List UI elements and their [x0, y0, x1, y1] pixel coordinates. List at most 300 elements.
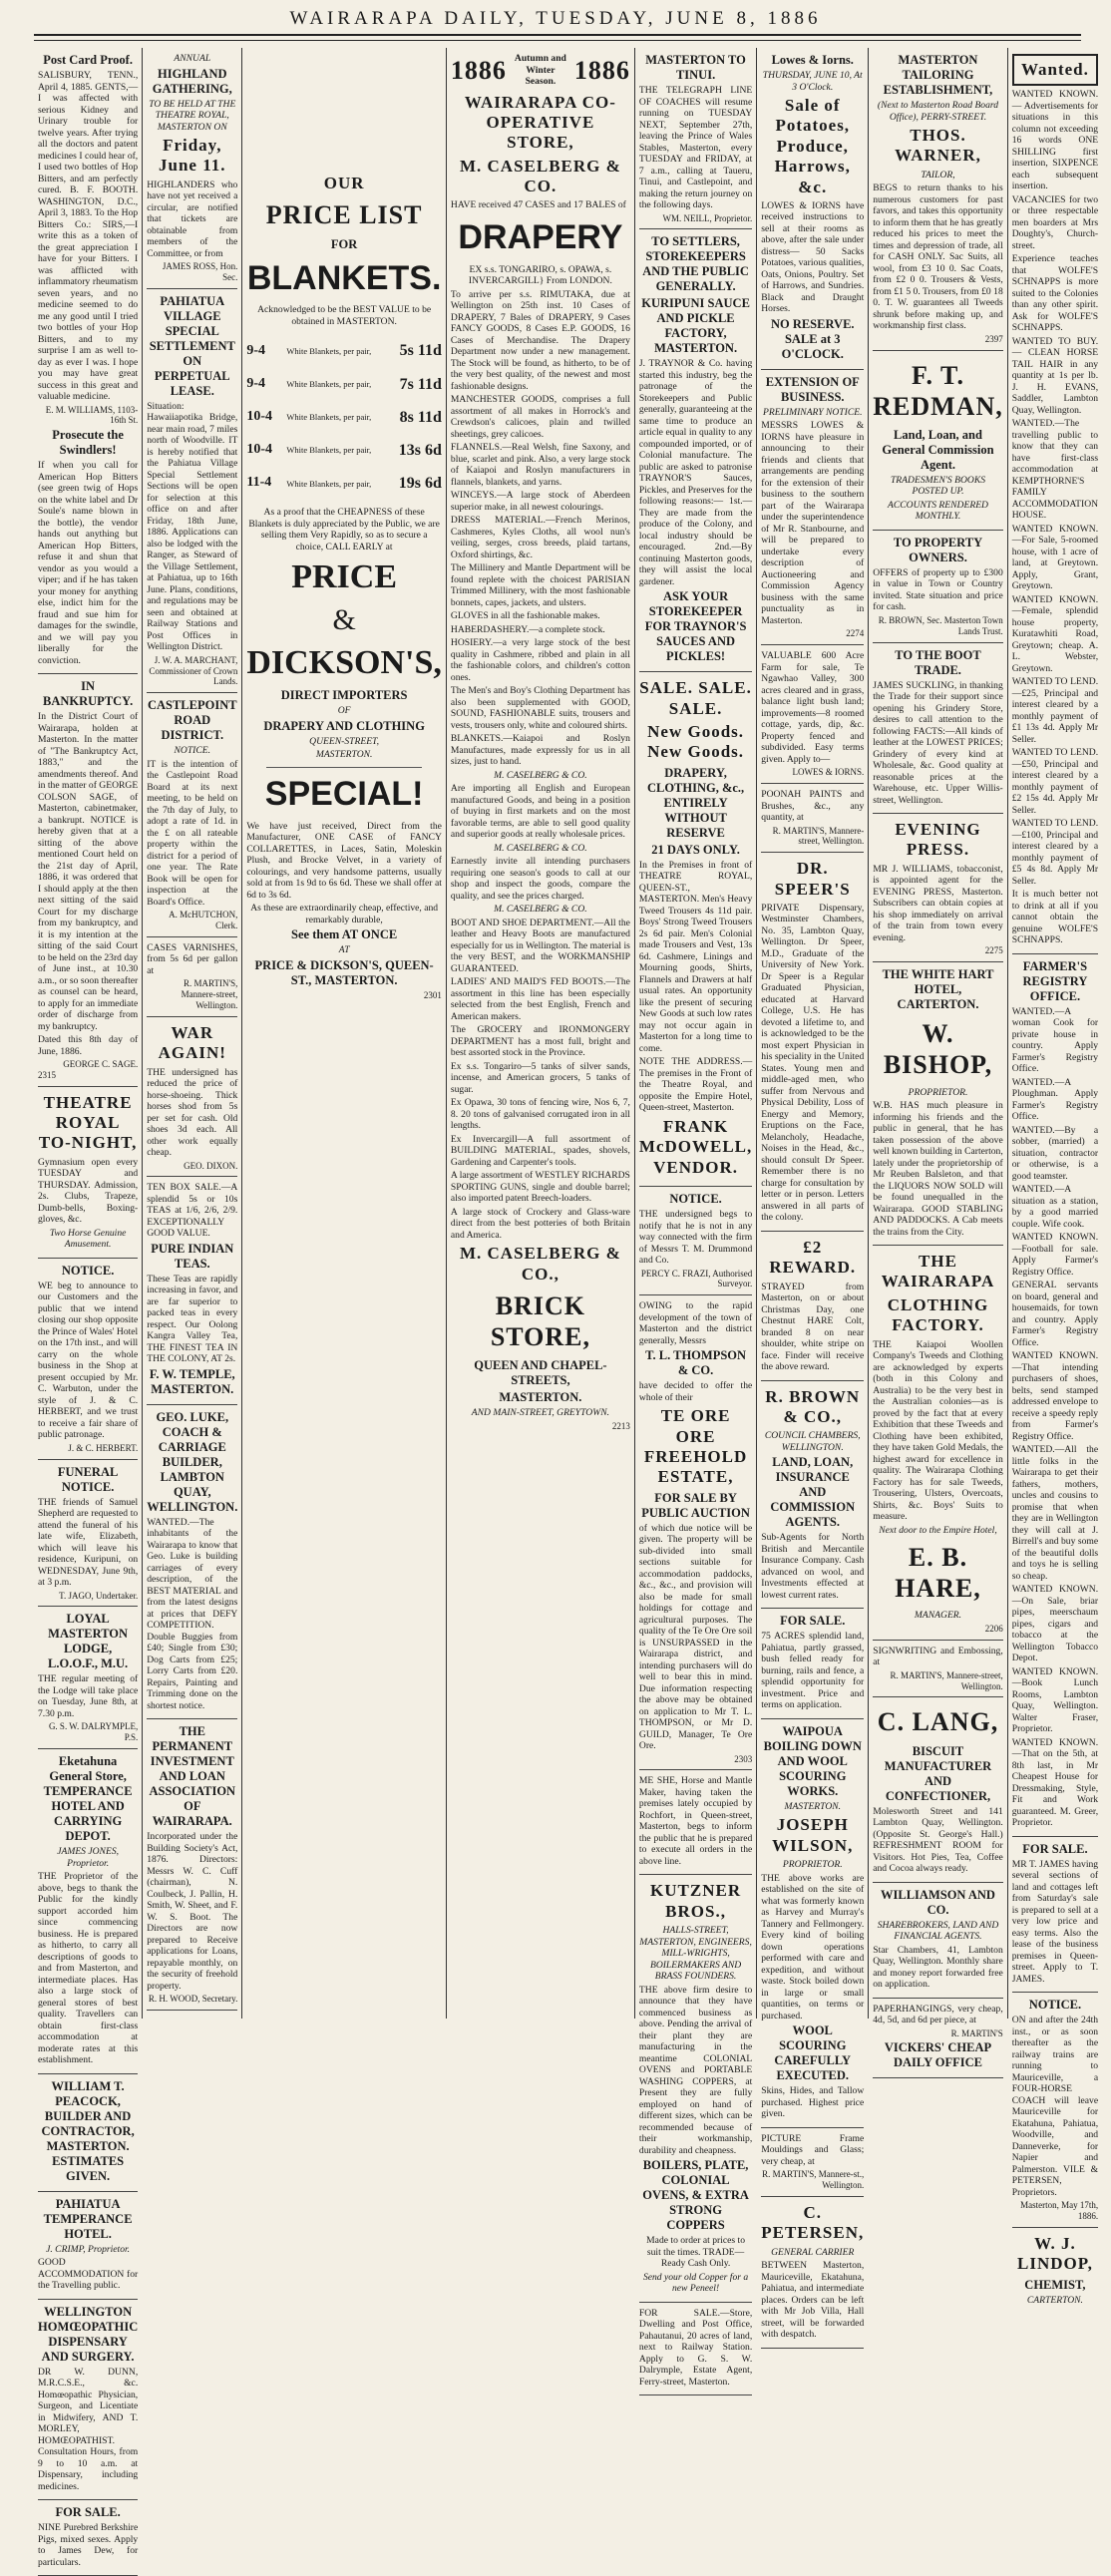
warner-ref: 2397 [984, 333, 1003, 344]
caselberg-sig-2: M. CASELBERG & CO. [494, 842, 587, 854]
registry-11: WANTED KNOWN.—That on the 5th, at 8th last, in Mr Cheapest House for Dressmaking, Style, Fit and Work guaranteed. M. Greer, Proprietor. [1011, 1736, 1099, 1829]
lodge-sig: G. S. W. DALRYMPLE, P.S. [48, 1721, 139, 1743]
kutzner-order: Made to order at prices to suit the times. TRADE—Ready Cash Only. [646, 2235, 745, 2270]
lang-sub: BISCUIT MANUFACTURER AND CONFECTIONER, [884, 1743, 992, 1803]
boot-trade-body: JAMES SUCKLING, in thanking the Trade for their support since opening his Grindery Store, desires to call attention to the following FACTS:—All kinds of leather at the LOWEST PRICES; Grindery of every kind at Wholesale, &c. Good quality at reasonable prices at the Warehouse, etc. Upper Willis-street, Wellington. [873, 679, 1003, 806]
blanket-proof: As a proof that the CHEAPNESS of these Blankets is duly appreciated by the Public, we are selling them Very Rapidly, so as to secure a choice, CALL EARLY at [248, 507, 440, 552]
carrier-ad [761, 2197, 864, 2349]
vickers-line: VICKERS' CHEAP DAILY OFFICE [884, 2040, 992, 2070]
price-desc: White Blankets, per pair, [286, 478, 372, 489]
teore-firm: T. L. THOMPSON & CO. [645, 1348, 747, 1378]
tailor-title: MASTERTON TAILORING ESTABLISHMENT, [883, 53, 993, 97]
season-left: 1886 [450, 55, 507, 85]
investment-body: Incorporated under the Building Society's Act, 1876. Directors: Messrs W. C. Cuff (chairman), N. Coulbeck, J. Pallin, H. Smith, W. Sheet, and F. W. S. Boot. The Directors are now prepared to Receive applications for Loans, repayable monthly, on the security of freehold property. [147, 1831, 238, 1992]
lowes-title: Lowes & Iorns. [771, 53, 854, 67]
mcdowell-note: NOTE THE ADDRESS.— The premises in the Front of the Theatre Royal, and opposite the Empire Hotel, Queen-street, Masterton. [638, 1056, 753, 1114]
castlepoint-sub: NOTICE. [174, 745, 211, 757]
wanted-3: Experience teaches that WOLFE'S SCHNAPPS is more suited to the Colonies than any other spirit. Ask for WOLFE'S SCHNAPPS. [1011, 253, 1099, 334]
theatre-body: Gymnasium open every TUESDAY and THURSDAY. Admission, 2s. Clubs, Trapeze, Dumb-bells, Boxing-gloves, &c. [38, 1156, 139, 1226]
crockery-body: A large stock of Crockery and Glass-ware direct from the best potteries of both Britain and America. [450, 1206, 630, 1241]
herbert-title: NOTICE. [61, 1263, 115, 1278]
registry-section [1012, 954, 1098, 1837]
varnish-sig: R. MARTIN'S, Mannere-street, Wellington. [181, 978, 238, 1010]
paperhanging-body: PAPERHANGINGS, very cheap, 4d, 5d, and 6d per piece, at [873, 2003, 1003, 2026]
gloves-body: GLOVES in all the fashionable makes. [450, 610, 600, 622]
pahiatua-sig: J. W. A. MARCHANT, Commissioner of Crown Lands. [149, 654, 238, 687]
hare-note: Next door to the Empire Hotel, [879, 1524, 997, 1536]
lindop-title: W. J. LINDOP, [1017, 2233, 1093, 2274]
registry-5: WANTED KNOWN.—Football for sale. Apply Farmer's Registry Office. [1011, 1232, 1099, 1278]
funeral-notice [38, 1460, 138, 1608]
bankruptcy-ref: 2315 [38, 1069, 56, 1080]
wilson-sub: PROPRIETOR. [782, 1859, 843, 1871]
blanket-address: PRICE & DICKSON'S, QUEEN-ST., MASTERTON. [254, 957, 434, 987]
pigs-body: NINE Purebred Berkshire Pigs, mixed sexes. Apply to James Dew, for particulars. [38, 2522, 139, 2568]
factory-wairarapa: THE WAIRARAPA [881, 1252, 995, 1291]
settlers-title: TO SETTLERS, STOREKEEPERS AND THE PUBLIC GENERALLY. [642, 234, 749, 294]
paperhanging-sig: R. MARTIN'S [950, 2027, 1003, 2038]
price-size: 11-4 [246, 475, 272, 491]
poonah-ad [761, 784, 864, 853]
divider [266, 767, 422, 768]
james-body: MR T. JAMES having several sections of land and cottages left from Saturday's sale is prepared to sell at a very low price and easy terms. Also the lease of the business premises in Queen-street. Apply to T. JAMES. [1011, 1858, 1099, 1985]
tongariro-body: Ex s.s. Tongariro—5 tanks of silver sands, incense, and American grocers, 5 tanks of sugar. [450, 1060, 630, 1095]
brown-ad [761, 1381, 864, 1610]
registry-7: WANTED KNOWN.—That intending purchasers of shoes, belts, send stamped addressed envelope to receive a speedy reply from Farmer's Registry Office. [1011, 1350, 1099, 1442]
prosecute-title: Prosecute the Swindlers! [52, 428, 124, 458]
price-row [246, 474, 442, 493]
tailor-sub: (Next to Masterton Road Board Office), PERRY-STREET. [877, 100, 999, 123]
blanket-intro: Acknowledged to be the BEST VALUE to be obtained in MASTERTON. [257, 304, 432, 327]
brown-sub: COUNCIL CHAMBERS, WELLINGTON. [764, 1430, 861, 1453]
acres-title: FOR SALE. [780, 1614, 846, 1629]
price-table [246, 341, 442, 493]
registry-4: WANTED.—A situation as a station, by a good married couple. Wife cook. [1011, 1184, 1099, 1230]
herbert-sig: J. & C. HERBERT. [68, 1442, 139, 1453]
blanket-ad [246, 48, 442, 1005]
hare-sub: MANAGER. [914, 1610, 962, 1622]
owners-body: OFFERS of property up to £300 in value in Town or Country invited. State situation and price for cash. [873, 566, 1003, 613]
teore-ad [639, 1295, 752, 1770]
teore-decided: have decided to offer the whole of their [638, 1380, 753, 1403]
highland-sig: JAMES ROSS, Hon. Sec. [162, 261, 238, 283]
farm-sig: LOWES & IORNS. [792, 767, 865, 778]
blanket-top-space [246, 51, 442, 171]
eketahuna-sub: JAMES JONES, Proprietor. [57, 1846, 120, 1869]
speer-ad [761, 853, 864, 1232]
tea-title: PURE INDIAN TEAS. [151, 1241, 234, 1271]
frazi-body: THE undersigned begs to notify that he is not in any way connected with the firm of Messrs T. M. Drummond and Co. [638, 1209, 753, 1267]
tea-ad [147, 1177, 237, 1405]
kutzner-list: BOILERS, PLATE, COLONIAL OVENS, & EXTRA STRONG COPPERS [642, 2158, 749, 2233]
pahiatua-title: PAHIATUA VILLAGE SPECIAL SETTLEMENT ON PERPETUAL LEASE. [149, 293, 235, 398]
price-value: 13s 6d [398, 441, 442, 459]
wanted-11: It is much better not to drink at all if you cannot obtain the genuine WOLFE'S SCHNAPPS. [1011, 889, 1099, 946]
traynor-body: J. TRAYNOR & Co. having started this industry, beg the patronage of the Storekeepers and Public generally, guaranteeing at the same time to produce an article equal in quality to any compounded imported, or of Colonial manufacture. The public are asked to patronise TRAYNOR'S Sauces, Pickles, and Preserves for the following reasons:— 1st.—They are made from the produce of the Colony, and local industry should be encouraged. 2nd.—By continuing Masterton goods, they will assist the local gardener. [638, 358, 753, 587]
coach-notice [1012, 1993, 1098, 2228]
importing-body: Are importing all English and European manufactured Goods, and being in a position of buying in first markets and on the most favorable terms, are able to sell good quality and superior goods at really wholesale prices. [450, 783, 630, 841]
extension-ref: 2274 [846, 628, 865, 639]
coach-body: ON and after the 24th inst., or as soon thereafter as the railway trains are running to Mauriceville, a FOUR-HORSE COACH will leave Mauriceville for Ekatahuna, Pahiatua, Woodville, and Danneverke, for Napier and Palmerston. VILE & PETERSEN, Proprietors. [1011, 2015, 1099, 2198]
wanted-section [1012, 48, 1098, 954]
town-line: MASTERTON. [315, 749, 373, 761]
wanted-6: WANTED KNOWN.—For Sale, 5-roomed house, with 1 acre of land, at Greytown. Apply, Grant, Greytown. [1011, 523, 1099, 592]
castlepoint-ad [147, 693, 237, 937]
masthead: WAIRARAPA DAILY, TUESDAY, JUNE 8, 1886 [289, 8, 822, 29]
bishop-title: W. BISHOP, [883, 1019, 993, 1080]
column-5 [634, 48, 756, 2388]
redman-ad [873, 351, 1003, 531]
registry-6: GENERAL servants on board, general and housemaids, for town and country. Apply Farmer's Registry Office. [1011, 1280, 1099, 1348]
tinui-sig: WM. NEILL, Proprietor. [662, 212, 753, 223]
wanted-4: WANTED TO BUY.— CLEAN HORSE TAIL HAIR in any quantity at 1s per lb. J. H. EVANS, Saddler, Lambton Quay, Wellington. [1011, 335, 1099, 416]
store-name: WAIRARAPA CO-OPERATIVE STORE, [464, 92, 616, 153]
blanket-for: FOR [330, 236, 358, 251]
footer-town: MASTERTON. [499, 1390, 582, 1405]
millinery-body: The Millinery and Mantle Department will be found replete with the choicest PARISIAN Trimmed Millinery, with the most fashionable bonnets, capes, jackets, and ulsters. [450, 562, 630, 608]
war-title: WAR AGAIN! [158, 1022, 226, 1063]
castlepoint-title: CASTLEPOINT ROAD DISTRICT. [147, 698, 237, 743]
price-desc: White Blankets, per pair, [286, 345, 372, 356]
evening-ad [873, 814, 1003, 962]
lowes-reserve: NO RESERVE. SALE at 3 O'CLOCK. [770, 316, 855, 361]
price-desc: White Blankets, per pair, [286, 445, 372, 456]
kutzner-ad [639, 1875, 752, 2302]
carrier-title: C. PETERSEN, [761, 2202, 865, 2243]
funeral-sig: T. JAGO, Undertaker. [59, 1590, 139, 1601]
wilson-ad [761, 1719, 864, 2128]
wanted-2: VACANCIES for two or three respectable men boarders at Mrs Doughty's, Church-street. [1011, 193, 1099, 251]
teore-sale: FOR SALE BY PUBLIC AUCTION [641, 1490, 750, 1520]
masthead-rule-thin [34, 40, 1081, 41]
pictures-body: PICTURE Frame Mouldings and Glass; very cheap, at [761, 2132, 865, 2167]
registry-2: WANTED.—A Ploughman. Apply Farmer's Registry Office. [1011, 1076, 1099, 1123]
temperance-ad [38, 2192, 138, 2300]
poonah-sig: R. MARTIN'S, Mannere-street, Wellington. [772, 825, 865, 847]
redman-title: F. T. REDMAN, [873, 360, 1003, 421]
price-row [246, 441, 442, 460]
importers-line: DIRECT IMPORTERS [280, 688, 408, 703]
williamson-sub: SHAREBROKERS, LAND AND FINANCIAL AGENTS. [877, 1919, 999, 1943]
extension-sub: PRELIMINARY NOTICE. [763, 406, 863, 418]
redman-note: TRADESMEN'S BOOKS POSTED UP. [890, 474, 986, 498]
warner-title: THOS. WARNER, [895, 126, 981, 166]
price-size: 10-4 [246, 442, 273, 458]
winceys-body: WINCEYS.—A large stock of Aberdeen superior make, in all newest colourings. [450, 490, 630, 513]
tinui-body: THE TELEGRAPH LINE OF COACHES will resume running on TUESDAY NEXT, September 27th, leaving the Prince of Wales Stables, Masterton, every TUESDAY and FRIDAY, at 7 a.m., calling at Taueru, Tinui, and Castlepoint, and making the return journey on the following days. [638, 85, 753, 210]
price-size: 9-4 [246, 342, 266, 358]
mcdowell-days: 21 DAYS ONLY. [651, 842, 740, 857]
reward-title: £2 REWARD. [769, 1237, 857, 1278]
herbert-notice [38, 1259, 138, 1460]
temperance-body: GOOD ACCOMMODATION for the Travelling public. [38, 2257, 139, 2292]
factory-title: CLOTHING FACTORY. [887, 1294, 989, 1335]
williamson-ad [873, 1883, 1003, 1999]
price-row [246, 341, 442, 360]
postcard-title: Post Card Proof. [43, 53, 133, 67]
wool-title: WAIPOUA BOILING DOWN AND WOOL SCOURING WORKS. [763, 1723, 862, 1798]
grocery-body: The GROCERY and IRONMONGERY DEPARTMENT has a most full, bright and best assorted stock in the Province. [450, 1024, 630, 1059]
luke-ad [147, 1405, 237, 1720]
factory-ad [873, 1246, 1003, 1641]
bishop-body: W.B. HAS much pleasure in informing his friends and the public in general, that he has taken possession of the above well known building in Carterton, lately under the proprietorship of Mr Reuben Balsleton, and that the LIQUORS NOW SOLD will be found unequalled in the Wairarapa. GOOD STABLING AND PADDOCKS. A Cab meets the trains from the City. [873, 1100, 1003, 1238]
james-for-sale [1012, 1837, 1098, 1994]
owners-ad [873, 531, 1003, 643]
street-line: QUEEN-STREET, [309, 735, 380, 747]
temperance-sub: J. CRIMP, Proprietor. [46, 2243, 131, 2255]
acres-body: 75 ACRES splendid land, Pahiatua, partly grassed, bush felled ready for burning, rails and fence, a splendid opportunity for investment. Price and terms on application. [761, 1631, 865, 1711]
lodge-title: LOYAL MASTERTON LODGE, L.O.O.F., M.U. [48, 1612, 129, 1671]
lindop-town: CARTERTON. [1026, 2294, 1083, 2306]
blanket-heading: BLANKETS. [246, 258, 442, 297]
price-value: 19s 6d [398, 475, 442, 493]
mcdowell-drapery: DRAPERY, CLOTHING, &c., ENTIRELY WITHOUT RESERVE [646, 765, 745, 840]
postcard-body: SALISBURY, TENN., April 4, 1885. GENTS,—I was affected with serious Kidney and Urinary trouble for twelve years. After trying all the doctors and patent medicines I could hear of, I used two bottles of Hop Bitters, and am perfectly cured. B. F. BOOTH. WASHINGTON, D.C., April 3, 1883. To the Hop Bitters Co.: SIRS,—I write this as a token of the great appreciation I have for your Bitters. I was afflicted with inflammatory rheumatism seven years, and no medicine seemed to do me any good until I tried two bottles of your Hop Bitters, and to my surprise I am as well to-day as ever I was. I hope you may have great success in this great and valuable medicine. [38, 70, 139, 402]
investment-ad [147, 1719, 237, 2011]
columns [34, 48, 1099, 2568]
castlepoint-body: IT is the intention of the Castlepoint Road Board at its next meeting, to be held on the 7th day of July, to adopt a rate of 1d. in the £ on all rateable property within the district for a period of one year. The Rate Book will be open for inspection at the Board's Office. [147, 758, 238, 908]
caselberg-ad [451, 48, 630, 1437]
registry-8: WANTED.—All the little folks in the Wairarapa to get their fathers, mothers, uncles and cousins to promise that when they are in Wellington they will call at J. Birrell's and buy some of the beautiful dolls and toys he is selling so cheap. [1011, 1444, 1099, 1582]
highland-sub: ANNUAL [174, 53, 211, 64]
pictures-ad [761, 2128, 864, 2197]
traynor-ad [639, 229, 752, 672]
speer-title: DR. SPEER'S [774, 859, 851, 899]
lindop-ad [1012, 2228, 1098, 2313]
newgoods-banner: New Goods. New Goods. [647, 722, 745, 762]
speer-body: PRIVATE Dispensary, Westminster Chambers, No. 35, Lambton Quay, Wellington. Dr Speer, M.D., Graduate of the University of New York. Dr Speer is a Regular Graduated Physician, educated at Harvard College, U.S. He has devoted a lifetime to, and is acknowledged to be the most expert Physician in his speciality in the United States. Young men and middle-aged men, who suffer from Nervous and Physical Debility, Loss of Energy and Memory, Eruptions on the Face, Melancholy, Headache, Noises in the Head, &c., should consult Dr Speer. Remember there is no charge for consultation by letter or in person. Letters answered in all parts of the colony. [761, 902, 865, 1224]
theatre-title: THEATRE ROYAL TO-NIGHT, [38, 1092, 138, 1153]
special-heading: SPECIAL! [264, 774, 424, 813]
tea-chest: TEN BOX SALE.—A splendid 5s or 10s TEAS at 1/6, 2/6, 2/9. EXCEPTIONALLY GOOD VALUE. [147, 1182, 238, 1240]
brown-land: LAND, LOAN, INSURANCE AND COMMISSION AGENTS. [770, 1455, 856, 1530]
wanted-9: WANTED TO LEND.—£50, Principal and interest cleared by a monthly payment of £2 15s 4d. Apply Mr Seller. [1011, 747, 1099, 816]
store-received: HAVE received 47 CASES and 17 BALES of [450, 199, 626, 211]
column-6 [756, 48, 868, 2341]
pahiatua-ad [147, 289, 237, 693]
price-value: 7s 11d [399, 375, 442, 393]
bankruptcy-notice [38, 674, 138, 1087]
caselberg-sig-3: M. CASELBERG & CO. [494, 904, 587, 916]
kutzner-title: KUTZNER BROS., [650, 1881, 742, 1921]
lang-ad [873, 1697, 1003, 1882]
footer-street: QUEEN AND CHAPEL-STREETS, [474, 1358, 607, 1388]
brand-ampersand: & [332, 603, 356, 637]
column-8 [1007, 48, 1102, 2306]
lindop-sub: CHEMIST, [1024, 2277, 1086, 2292]
owners-title: TO PROPERTY OWNERS. [893, 535, 983, 564]
eketahuna-title: Eketahuna General Store, TEMPERANCE HOTEL AND CARRYING DEPOT. [43, 1754, 133, 1844]
postcard-sig: E. M. WILLIAMS, 1103-16th St. [45, 404, 139, 426]
bankruptcy-title: IN BANKRUPTCY. [43, 679, 134, 709]
investment-title: THE PERMANENT INVESTMENT AND LOAN ASSOCIATION OF WAIRARAPA. [149, 1724, 236, 1829]
caselberg-sig-1: M. CASELBERG & CO. [494, 769, 587, 781]
flannels-body: FLANNELS.—Real Welsh, fine Saxony, and blue, scarlet and pink. Also, a very large stock of Kaiapoi and Roslyn manufacturers in flannels, blankets, and yarns. [450, 442, 630, 488]
farm-body: VALUABLE 600 Acre Farm for sale, Te Ngawhao Valley, 300 acres cleared and in grass, balance light bush land; improvements—8 roomed cottage, yards, dip, &c. Property fenced and subdivided. Easy terms given. Apply to— [761, 650, 865, 765]
redman-sub: Land, Loan, and General Commission Agent. [882, 427, 994, 472]
farm-ad [761, 645, 864, 784]
lowes-sale: Sale of Potatoes, Produce, Harrows, &c. [774, 96, 851, 196]
extension-body: MESSRS LOWES & IORNS have pleasure in announcing to their friends and clients that arrangements are pending for the extension of their business to the southern part of the Wairarapa under the superintendence of Mr R. Stanbourne, and will be prepared to undertake every description of Auctioneering and Commission Agency business with the same punctuality as in Masterton. [761, 420, 865, 626]
column-2 [142, 48, 241, 2019]
registry-3: WANTED.—By a sobber, (married) a situation, contractor or otherwise, is a good teamster. [1011, 1124, 1099, 1182]
factory-body: THE Kaiapoi Woollen Company's Tweeds and Clothing are acknowledged by experts (both in this Colony and Australia) to be the very best in the Australian colonies—as is proved by the fact that at every Exhibition that these Tweeds and Clothing have been exhibited, they have taken Gold Medals, the highest award for excellence in quality. The Wairarapa Clothing Factory has for sale Tweeds, Trousering, Ulsters, Overcoats, Shirts, &c. Boys' Suits to measure. [873, 1338, 1003, 1523]
peacock-ad [38, 2074, 138, 2192]
coach-title: NOTICE. [1028, 1998, 1082, 2013]
special-body: We have just received, Direct from the Manufacturer, ONE CASE of FANCY COLLARETTES, in Laces, Satin, Moleskin Plush, and Brocke Velvet, in a variety of colourings, and very handsome patterns, usually sold at from 1s 9d to 6s 6d. These we shall offer at 6d to 3s 6d. [246, 820, 442, 901]
footer-branch: AND MAIN-STREET, GREYTOWN. [471, 1407, 610, 1419]
boot-trade-ad [873, 643, 1003, 815]
lodge-notice [38, 1607, 138, 1749]
war-sig: GEO. DIXON. [184, 1160, 238, 1171]
reward-body: STRAYED from Masterton, on or about Christmas Day, one Chestnut HARE Colt, branded 8 on near shoulder, white stripe on face. Finder will receive the above reward. [761, 1281, 865, 1373]
footer-owner: M. CASELBERG & CO., [459, 1244, 621, 1284]
temperance-title: PAHIATUA TEMPERANCE HOTEL. [43, 2196, 133, 2241]
homeopathic-body: DR W. DUNN, M.R.C.S.E., &c. Homœopathic Physician, Surgeon, and Licentiate in Midwifery, AND T. MORLEY, HOMŒOPATHIST. Consultation Hours, from 9 to 10 a.m. at Dispensary, including medicines. [38, 2366, 139, 2492]
acres-for-sale [761, 1609, 864, 1719]
frazi-notice [639, 1187, 752, 1295]
horse-ad [639, 1770, 752, 1875]
highland-title: HIGHLAND GATHERING, [152, 66, 232, 96]
teore-intro: OWING to the rapid development of the town of Masterton and the district generally, Messrs [638, 1300, 753, 1346]
sale-banner: SALE. SALE. SALE. [639, 678, 752, 718]
teore-body: of which due notice will be given. The property will be sub-divided into small sections suitable for accommodation paddocks, &c., &c., and provision will also be made for small holdings for cottage and agricultural purposes. The quality of the Te Ore Ore soil is UNSURPASSED in the Wairarapa district, and intending purchasers will do well to bear this in mind. Due information respecting the above may be obtained on application to Mr T. L. THOMPSON, or Mr D. GUILD, Manager, Te Ore Ore. [638, 1522, 753, 1752]
special-note: As these are extraordinarily cheap, effective, and remarkably durable, [250, 903, 439, 925]
blankets-body: BLANKETS.—Kaiapoi and Roslyn Manufactures, made expressly for us in all sizes, just to hand. [450, 733, 630, 768]
warner-ad [873, 48, 1003, 351]
drapery-ships: EX s.s. TONGARIRO, s. OPAWA, s. INVERCARGILL} From LONDON. [468, 263, 612, 287]
mcdowell-vendor: FRANK McDOWELL, VENDOR. [638, 1116, 753, 1177]
price-row [246, 375, 442, 394]
highland-body: HIGHLANDERS who have not yet received a circular, are notified that tickets are obtainable from members of the Committee, or from [147, 179, 238, 259]
temple-title: F. W. TEMPLE, MASTERTON. [149, 1366, 235, 1396]
bankruptcy-date: Dated this 8th day of June, 1886. [38, 1034, 139, 1057]
wesley-body: A large assortment of WESTLEY RICHARDS SPORTING GUNS, single and double barrel; also imported patent Breech-loaders. [450, 1170, 630, 1205]
highland-ad [147, 48, 237, 289]
wool-sub: MASTERTON. [784, 1800, 842, 1812]
homeopathic-ad [38, 2300, 138, 2501]
theatre-sub: Two Horse Genuine Amusement. [49, 1227, 127, 1251]
blanket-our: OUR [323, 174, 365, 192]
season-banner [451, 51, 630, 90]
evening-body: MR J. WILLIAMS, tobacconist, is appointed agent for the EVENING PRESS, Masterton. Subscribers can obtain copies at his shop immediately on arrival of the train from town every evening. [873, 863, 1003, 943]
poonah-body: POONAH PAINTS and Brushes, &c., any quantity, at [761, 789, 865, 824]
redman-accounts: ACCOUNTS RENDERED MONTHLY. [887, 499, 988, 523]
investment-sig: R. H. WOOD, Secretary. [148, 1994, 238, 2005]
store-owner: M. CASELBERG & CO. [459, 156, 621, 196]
prosecute-body: If when you call for American Hop Bitters (see green twig of Hops on the white label and Dr Soule's name blown in the bottle), the vendor hands out anything but American Hop Bitters, refuse it and shun that vendor as you would a viper; and if he has taken your money for anything else, indict him for the fraud and sue him for damages for the swindle, and we will pay you liberally for the conviction. [38, 460, 139, 666]
lang-body: Molesworth Street and 141 Lambton Quay, Wellington. (Opposite St. George's Hall.) REFRESHMENT ROOM for Visitors. Hot Pies, Tea, Coffee and Cocoa always ready. [873, 1805, 1003, 1875]
horse-body: ME SHE, Horse and Mantle Maker, having taken the premises lately occupied by Rochfort, in Queen-street, Masterton, begs to inform the public that he is prepared to execute all orders in the above line. [638, 1775, 753, 1867]
masthead-rule [34, 34, 1081, 36]
varnish-ad [147, 937, 237, 1017]
mcdowell-ad [639, 672, 752, 1187]
price-size: 9-4 [246, 375, 266, 391]
homeopathic-title: WELLINGTON HOMŒOPATHIC DISPENSARY AND SURGERY. [38, 2304, 139, 2364]
luke-title: GEO. LUKE, COACH & CARRIAGE BUILDER, LAMBTON QUAY, WELLINGTON. [147, 1409, 238, 1514]
season-right: 1886 [573, 55, 630, 85]
see-them: See them AT ONCE [291, 927, 398, 942]
extension-title: EXTENSION OF BUSINESS. [765, 374, 860, 404]
wilson-extra: Skins, Hides, and Tallow purchased. Highest price given. [761, 2085, 865, 2120]
brown-body: Sub-Agents for North British and Mercantile Insurance Company. Cash advanced on wool, and Investments effected at lowest current rates. [761, 1532, 865, 1601]
drapery-body: To arrive per s.s. RIMUTAKA, due at Wellington on 25th inst. 10 Cases of DRAPERY, 7 Bales of DRAPERY, 9 Cases FANCY GOODS, 8 Cases E.P. GOODS, 16 Cases of Merchandise. The Drapery Department now under a new management. The Stock will be found, as hitherto, to be of the very best quality, of the newest and most fashionable designs. [450, 288, 630, 392]
frazi-title: NOTICE. [669, 1192, 722, 1207]
warner-body: BEGS to return thanks to his numerous customers for past favors, and takes this opportunity to inform them that he has greatly reduced his prices to meet the times and depression of trade, all for CASH ONLY. Sac Suits, all wool, from £3 10 0. Sac Coats, from £2 0 0. Trousers & Vests, from £1 5 0. Trousers, from £0 18 0. T. W. guarantees all Tweeds shrunk before making up, and workmanship first class. [873, 183, 1003, 332]
tinui-title: MASTERTON TO TINUI. [645, 53, 746, 82]
see-at: AT [338, 944, 350, 956]
highland-venue: TO BE HELD AT THE THEATRE ROYAL, MASTERTON ON [149, 98, 236, 133]
footer-store: BRICK STORE, [490, 1291, 590, 1352]
hare-title: E. B. HARE, [895, 1543, 981, 1604]
wilson-title: JOSEPH WILSON, [772, 1815, 854, 1855]
price-value: 5s 11d [399, 342, 442, 360]
theatre-ad [38, 1087, 138, 1259]
brown-title: R. BROWN & CO., [765, 1386, 861, 1427]
pahiatua-body: Situation: Hawaiiapotika Bridge, near main road, 7 miles north of Woodville. IT is hereby notified that the Pahiatua Village Special Settlement Sections will be open for selection at this office on and after Friday, 18th June, 1886. Applications can also be lodged with the Ranger, as Steward of the Village Settlement, at Pahiatua, up to 16th June. Plans, conditions, and regulations may be seen and obtained at Railway Stations and Post Offices in Wellington District. [147, 400, 238, 653]
coach-sig: Masterton, May 17th, 1886. [1020, 2200, 1099, 2222]
peacock-title: WILLIAM T. PEACOCK, BUILDER AND CONTRACTOR, MASTERTON. ESTIMATES GIVEN. [41, 2078, 135, 2183]
williamson-body: Star Chambers, 41, Lambton Quay, Wellington. Monthly share and money report forwarded free on application. [873, 1944, 1003, 1991]
bishop-ad [873, 962, 1003, 1246]
dress-body: DRESS MATERIAL.—French Merinos, Cashmeres, Kyles Cloths, all wool nun's veiling, serges, cross breeds, plaid tartans, Oxford shirtings, &c. [450, 515, 630, 560]
reward-ad [761, 1232, 864, 1381]
highland-date: Friday, June 11. [159, 136, 226, 176]
signwriting-sig: R. MARTIN'S, Mannere-street, Wellington. [890, 1669, 1003, 1691]
price-desc: White Blankets, per pair, [286, 412, 372, 423]
castlepoint-sig: A. McHUTCHON, Clerk. [169, 910, 238, 931]
kuripuni-title: KURIPUNI SAUCE AND PICKLE FACTORY, MASTERTON. [641, 296, 750, 356]
blanket-price-list: PRICE LIST [265, 200, 423, 230]
pigs-title: FOR SALE. [55, 2505, 121, 2520]
lodge-body: THE regular meeting of the Lodge will take place on Tuesday, June 8th, at 7.30 p.m. [38, 1673, 139, 1719]
kutzner-body: THE above firm desire to announce that they have commenced business as above. Pending the arrival of their plant they are manufacturing in the meantime COLONIAL OVENS and PORTABLE WASHING COPPERS, at Present they are fully employed on hand of different sizes, which can be recommended because of their workmanship, durability and cheapness. [638, 1984, 753, 2156]
teore-title: TE ORE ORE FREEHOLD ESTATE, [643, 1406, 748, 1487]
bankruptcy-body: In the District Court of Wairarapa, holden at Masterton. In the matter of "The Bankruptcy Act, 1883," and the amendments thereof. And in the matter of GEORGE COLSON SAGE, of Masterton, cabinetmaker, a bankrupt. NOTICE is hereby given that at a sitting of the above mentioned Court held on the 21st day of April, 1886, it was ordered that I should apply at the then next sitting of the said Court for my discharge from my bankruptcy, and it is my intention at the sitting of the said Court to be held on the 23rd day of June inst., at 10.30 a.m., or so soon thereafter as counsel can be heard, to apply for an immediate order of discharge from my bankruptcy. [38, 711, 139, 1032]
column-3 [241, 48, 446, 2019]
earnestly-body: Earnestly invite all intending purchasers requiring one season's goods to call at our shop and inspect the goods, compare the quality, and see the prices charged. [450, 856, 630, 902]
registry-1: WANTED.—A woman Cook for private house in country. Apply Farmer's Registry Office. [1011, 1005, 1099, 1075]
ladies-body: LADIES' AND MAID'S FED BOOTS.—The assortment in this line has been especially selected from the best English, French and American makers. [450, 976, 630, 1022]
lowes-date: THURSDAY, JUNE 10, At 3 O'Clock. [762, 70, 863, 93]
evening-ref: 2275 [984, 945, 1003, 956]
trade-line: DRAPERY AND CLOTHING [263, 718, 425, 733]
wanted-7: WANTED KNOWN.—Female, splendid house property, Kuratawhiti Road, Greytown; cheap. A. L. Webster, Greytown. [1011, 593, 1099, 674]
wanted-title: Wanted. [1012, 54, 1098, 86]
hare-ref: 2206 [984, 1623, 1003, 1634]
column-1 [34, 48, 142, 2568]
warner-sub: TAILOR, [921, 169, 955, 181]
brand-price: PRICE [291, 558, 398, 596]
boot-body: BOOT AND SHOE DEPARTMENT.—All the leather and Heavy Boots are manufactured especially for us in Wellington. The material is the very BEST, and the WORKMANSHIP GUARANTEED. [450, 917, 630, 974]
drapery-heading: DRAPERY [458, 217, 623, 256]
price-value: 8s 11d [399, 408, 442, 426]
price-desc: White Blankets, per pair, [286, 379, 372, 390]
funeral-body: THE friends of Samuel Shepherd are requested to attend the funeral of his late wife, Elizabeth, which will leave his residence, Kuripuni, on WEDNESDAY, June 9th, at 3 p.m. [38, 1496, 139, 1589]
lowes-body: LOWES & IORNS have received instructions to sell at their rooms as above, after the sale under distress— 50 Sacks Potatoes, various qualities, Oats, Onions, Poultry. Set of Harrows, and Sundries. Black and Draught Horses. [761, 199, 865, 315]
lowes-ad [761, 48, 864, 370]
opawa-body: Ex Opawa, 30 tons of fencing wire, Nos 6, 7, 8. 20 tons of galvanised corrugated iron in all lengths. [450, 1097, 630, 1132]
wanted-8: WANTED TO LEND.—£25, Principal and interest cleared by a monthly payment of £1 13s 4d. Apply Mr Seller. [1011, 676, 1099, 745]
eketahuna-ad [38, 1749, 138, 2074]
price-size: 10-4 [246, 408, 273, 424]
wilson-body: THE above works are established on the site of what was formerly known as Harvey and Murray's Tannery and Fellmongery. Every kind of boiling down operations performed with care and expedition, and without waste. Stock boiled down in large or small quantities, on terms or purchased. [761, 1872, 865, 2022]
bankruptcy-sig: GEORGE C. SAGE. [63, 1059, 139, 1070]
registry-title: FARMER'S REGISTRY OFFICE. [1022, 958, 1088, 1003]
funeral-title: FUNERAL NOTICE. [57, 1464, 119, 1494]
ironmongery-body: Ex Invercargill—A full assortment of BUILDING MATERIAL, spades, shovels, Gardening and Carpenter's tools. [450, 1133, 630, 1168]
lang-title: C. LANG, [877, 1707, 999, 1737]
